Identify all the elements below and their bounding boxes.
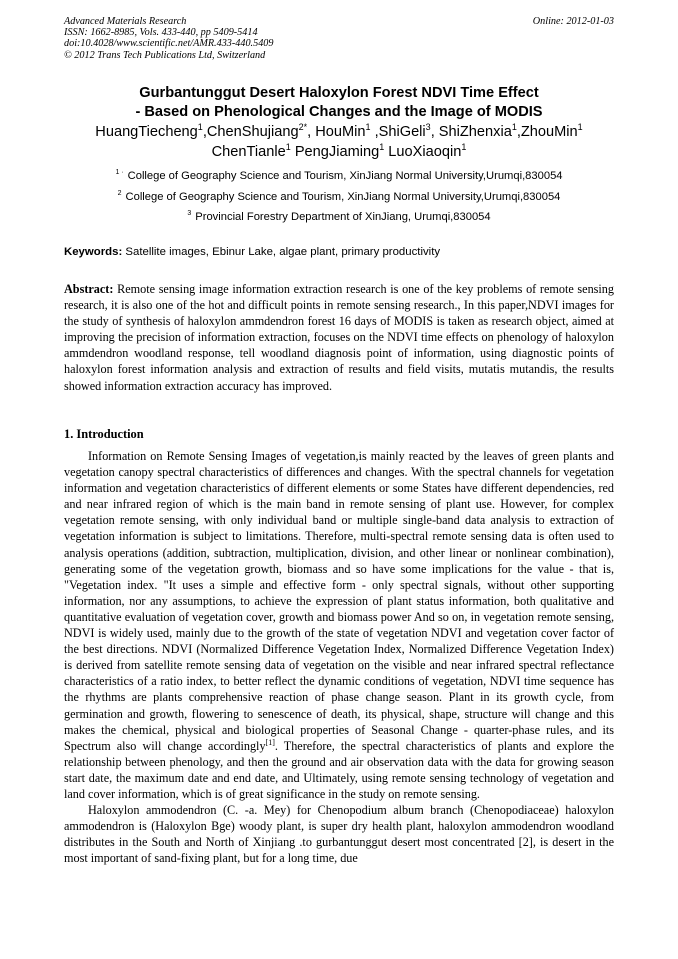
author-name: HouMin xyxy=(315,124,366,140)
title-line-1: Gurbantunggut Desert Haloxylon Forest NDVI Time Effect xyxy=(139,85,539,101)
keywords xyxy=(64,245,614,259)
author xyxy=(388,144,466,160)
section-heading: 1. Introduction xyxy=(64,427,144,441)
affiliation xyxy=(64,166,614,187)
paragraph xyxy=(64,448,614,802)
author-name: ShiGeli xyxy=(378,124,426,140)
author-affil-mark: 1 xyxy=(197,122,203,133)
author xyxy=(295,144,388,160)
keywords-label: Keywords: xyxy=(64,246,123,258)
author xyxy=(95,124,207,140)
affiliation-mark: 3 xyxy=(187,210,192,217)
title-line-2: - Based on Phenological Changes and the Image of MODIS xyxy=(135,104,543,120)
paper-title xyxy=(64,84,614,122)
author-name: ShiZhenxia xyxy=(438,124,512,140)
author-affil-mark: 1 xyxy=(285,142,291,153)
doi-line: doi:10.4028/www.scientific.net/AMR.433-440.5409 xyxy=(64,38,274,50)
author-list xyxy=(56,122,622,162)
author-separator: , xyxy=(370,124,379,140)
affiliation-text: College of Geography Science and Tourism, XinJiang Normal University,Urumqi,830054 xyxy=(127,170,563,182)
author-separator: , xyxy=(307,124,316,140)
affiliation xyxy=(64,207,614,228)
author-separator: , xyxy=(430,124,439,140)
abstract xyxy=(64,281,614,394)
author xyxy=(521,124,583,140)
paragraph: Haloxylon ammodendron (C. -a. Mey) for Chenopodium album branch (Chenopodiaceae) haloxylon ammodendron is (Haloxylon Bge) woody plant, is super dry health plant, haloxylon ammodendron woodland distributes in the South and North of Xinjiang .to gurbantunggut desert most concentrated [2], is desert in the most important of sand-fixing plant, but for a long time, due xyxy=(64,803,614,866)
affiliation-list xyxy=(64,166,614,228)
author xyxy=(207,124,315,140)
author-name: ChenShujiang xyxy=(206,124,299,140)
issn-line: ISSN: 1662-8985, Vols. 433-440, pp 5409-5414 xyxy=(64,27,258,39)
author-affil-mark: 1 xyxy=(511,122,517,133)
author xyxy=(379,124,439,140)
author-affil-mark: 1 xyxy=(379,142,385,153)
author xyxy=(439,124,521,140)
affiliation-mark: 2 xyxy=(117,189,122,197)
author xyxy=(212,144,295,160)
author-name: ChenTianle xyxy=(211,144,286,160)
author-separator: , xyxy=(202,124,207,140)
paragraph-text: . Therefore, the spectral characteristics of plants and explore the relationship between phenology, and then the ground and air observation data with the data for growing season start date, the maximum date and end date, and Ultimately, using remote sensing technology of vegetation and land cover information, which is of great significance in the study on remote sensing. xyxy=(64,738,615,801)
author-name: HuangTiecheng xyxy=(95,124,198,140)
author-affil-mark: 3 xyxy=(425,122,431,133)
keywords-text: Satellite images, Ebinur Lake, algae plant, primary productivity xyxy=(122,246,441,258)
author xyxy=(315,124,378,140)
affiliation-mark: 1 · xyxy=(115,169,124,176)
author-name: LuoXiaoqin xyxy=(388,144,462,160)
author-name: ZhouMin xyxy=(520,124,578,140)
introduction-body xyxy=(64,448,614,866)
author-separator: , xyxy=(516,124,521,140)
affiliation-text: Provincial Forestry Department of XinJiang, Urumqi,830054 xyxy=(195,211,491,223)
paragraph-text: Information on Remote Sensing Images of vegetation,is mainly reacted by the leaves of green plants and vegetation canopy spectral characteristics of differences and changes. With the spectral channels for vegetation information and vegetation characteristics of different elements or some States have different dependencies, red and near infrared region of which is the main band in remote sensing of plant use. However, for complex vegetation remote sensing, with only individual band or multiple single-band data analysis to extraction of vegetation information is subject to limitations. Therefore, multi-spectral remote sensing data is often used to analysis operations (addition, subtraction, multiplication, division, and other linear or nonlinear combination), generating some of the vegetation growth, biomass and so have some implications for the value - that is, "Vegetation index. "It uses a simple and effective form - only spectral signals, without other supporting information, nor any assumptions, to achieve the expression of plant status information, both qualitative and quantitative evaluation of vegetation cover, growth and biomass power And so on, in vegetation remote sensing, NDVI is widely used, mainly due to the growth of the state of vegetation NDVI and vegetation cover factor of the best directions. NDVI (Normalized Difference Vegetation Index, Normalized Difference Vegetation Index) is derived from satellite remote sensing data of vegetation on the visible and near infrared spectral reflectance characteristics of a ratio index, to better reflect the dynamic conditions of vegetation, NDVI time sequence has the rhythms are plants comprehensive reaction of phase change season. Plant in its growth cycle, from germination and growth, flowering to senescence of death, its physical, shape, structure will change and this makes the chemical, physical and biological properties of Seasonal Change - quarter-phase rules, and its Spectrum also will change accordingly xyxy=(64,449,614,753)
author-affil-mark: 1 xyxy=(365,122,371,133)
citation-ref: [1] xyxy=(265,737,275,747)
author-name: PengJiaming xyxy=(294,144,380,160)
online-date: Online: 2012-01-03 xyxy=(532,16,614,27)
journal-name: Advanced Materials Research xyxy=(64,16,187,27)
author-affil-mark: 1 xyxy=(577,122,583,133)
affiliation-text: College of Geography Science and Tourism, XinJiang Normal University,Urumqi,830054 xyxy=(125,190,561,203)
journal-header xyxy=(64,16,614,61)
abstract-label: Abstract: xyxy=(64,282,114,296)
author-affil-mark: 2* xyxy=(298,122,308,133)
affiliation xyxy=(64,187,614,208)
abstract-text: Remote sensing image information extraction research is one of the key problems of remote sensing research, it is also one of the hot and difficult points in remote sensing research., In this paper,NDVI images for the study of synthesis of haloxylon ammdendron forest 16 days of MODIS is taken as research object, aimed at improving the precision of information extraction, focuses on the NDVI time effects on phenology of haloxylon ammdendron woodland response, tell woodland diagnosis point of information, using diagnostic points of haloxylon forest information analysis and extraction of results and field visits, mutatis mutandis, the results showed information extraction accuracy has improved. xyxy=(64,282,614,393)
author-affil-mark: 1 xyxy=(461,142,467,153)
copyright-line: © 2012 Trans Tech Publications Ltd, Switzerland xyxy=(64,49,266,61)
